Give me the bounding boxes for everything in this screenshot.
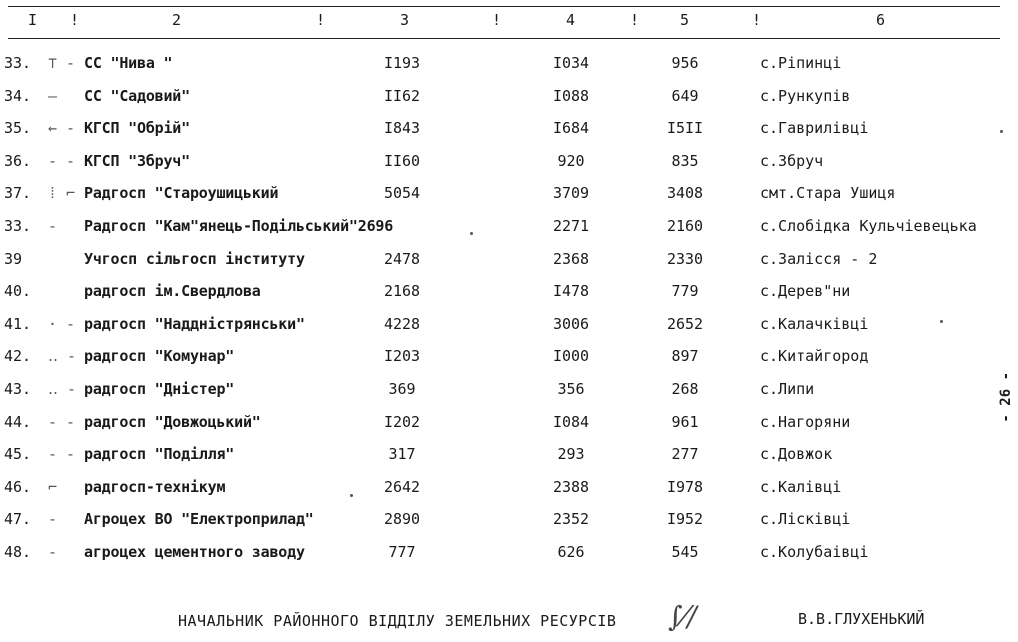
table-row [0, 150, 1018, 176]
row-col3: I202 [383, 412, 421, 431]
row-col3: 2890 [383, 510, 421, 529]
row-location: с.Нагоряни [760, 412, 851, 431]
row-dash-mark: - [48, 543, 58, 561]
table-row [0, 411, 1018, 437]
row-dash-mark: ‥ - [48, 347, 77, 366]
row-name: радгосп "Наддністрянськи" [84, 314, 305, 333]
row-location: с.Калачкiвцi [760, 314, 869, 333]
row-col4: 3006 [552, 314, 590, 333]
row-location: с.Рiпинцi [760, 54, 842, 72]
row-number: 48. [4, 543, 32, 561]
row-col3: 5054 [383, 184, 421, 203]
row-col3: I193 [383, 54, 421, 72]
row-col5: I952 [666, 510, 704, 529]
row-name: Радгосп "Кам"янець-Подiльський"2696 [84, 217, 394, 235]
table-row [0, 345, 1018, 371]
row-col4: 3709 [552, 184, 590, 203]
row-number: 43. [4, 380, 32, 398]
row-number: 45. [4, 445, 32, 464]
footer-signer: В.В.ГЛУХЕНЬКИЙ [798, 610, 925, 628]
row-col4: 2388 [552, 477, 590, 496]
row-location: с.Колубаiвцi [760, 543, 869, 561]
row-col4: 2271 [552, 217, 590, 235]
header-col-6: 6 [876, 11, 886, 29]
row-name: радгосп "Довжоцький" [84, 412, 261, 431]
row-name: СС "Садовий" [84, 86, 190, 105]
row-number: 35. [4, 119, 32, 138]
row-col5: 961 [671, 412, 699, 431]
row-name: Учгосп сiльгосп iнституту [84, 249, 305, 268]
row-number: 36. [4, 151, 32, 170]
row-number: 46. [4, 477, 32, 496]
row-col3: 317 [388, 445, 416, 464]
table-row [0, 182, 1018, 208]
table-row [0, 215, 1018, 241]
row-number: 42. [4, 347, 32, 366]
row-col3: II60 [383, 151, 421, 170]
row-name: СС "Нива " [84, 54, 173, 72]
row-dash-mark: ⊤ - [48, 54, 76, 72]
row-col3: 4228 [383, 314, 421, 333]
row-dash-mark: ⌐ [48, 477, 58, 496]
row-dash-mark: ‥ - [48, 380, 77, 398]
row-col4: 626 [557, 543, 585, 561]
row-col3: I843 [383, 119, 421, 138]
row-number: 34. [4, 86, 32, 105]
table-row [0, 280, 1018, 306]
row-col3: 2642 [383, 477, 421, 496]
row-number: 41. [4, 314, 32, 333]
row-dash-mark: - - [48, 445, 76, 464]
row-dash-mark: - [48, 217, 58, 235]
header-col-1: I [28, 11, 38, 29]
row-name: КГСП "Збруч" [84, 151, 190, 170]
signature-scribble: ∫⁄∕ [668, 600, 697, 633]
row-col4: I478 [552, 282, 590, 301]
row-name: радгосп-технiкум [84, 477, 226, 496]
page-number: - 26 - [998, 372, 1014, 423]
row-name: Агроцех ВО "Електроприлад" [84, 510, 314, 529]
row-number: 44. [4, 412, 32, 431]
row-col4: 2352 [552, 510, 590, 529]
row-location: с.Лiскiвцi [760, 510, 851, 529]
row-location: с.Гаврилiвцi [760, 119, 869, 138]
row-number: 37. [4, 184, 32, 203]
header-col-5: 5 [680, 11, 690, 29]
row-col3: I203 [383, 347, 421, 366]
row-col3: 2478 [383, 249, 421, 268]
row-col5: 545 [671, 543, 699, 561]
header-top-rule [8, 6, 1000, 7]
row-col5: 2652 [666, 314, 704, 333]
footer-title: НАЧАЛЬНИК РАЙОННОГО ВIДДIЛУ ЗЕМЕЛЬНИХ РЕСУРСIВ [178, 612, 617, 630]
row-col5: 649 [671, 86, 699, 105]
row-dash-mark: - [48, 510, 58, 529]
table-row [0, 52, 1018, 78]
table-row [0, 476, 1018, 502]
header-sep-3: ! [492, 11, 502, 29]
row-col3: 369 [388, 380, 416, 398]
row-col4: I088 [552, 86, 590, 105]
header-col-2: 2 [172, 11, 182, 29]
row-dash-mark: - - [48, 151, 76, 170]
table-row [0, 85, 1018, 111]
row-col5: 2160 [666, 217, 704, 235]
row-name: радгосп "Комунар" [84, 347, 235, 366]
row-location: с.Рункупiв [760, 86, 851, 105]
row-location: с.Липи [760, 380, 815, 398]
row-col4: I084 [552, 412, 590, 431]
row-col3: 777 [388, 543, 416, 561]
table-row [0, 443, 1018, 469]
header-sep-1: ! [70, 11, 80, 29]
row-col5: 268 [671, 380, 699, 398]
row-col5: I5II [666, 119, 704, 138]
row-name: агроцех цементного заводу [84, 543, 305, 561]
row-name: радгосп "Днiстер" [84, 380, 235, 398]
row-name: КГСП "Обрiй" [84, 119, 190, 138]
header-bottom-rule [8, 38, 1000, 39]
row-number: 33. [4, 54, 32, 72]
row-col5: 779 [671, 282, 699, 301]
header-sep-4: ! [630, 11, 640, 29]
header-col-3: 3 [400, 11, 410, 29]
row-location: с.Збруч [760, 151, 824, 170]
row-col4: I684 [552, 119, 590, 138]
row-col3: II62 [383, 86, 421, 105]
row-name: радгосп "Подiлля" [84, 445, 235, 464]
row-number: 47. [4, 510, 32, 529]
scan-noise [470, 232, 473, 235]
row-col5: I978 [666, 477, 704, 496]
header-sep-5: ! [752, 11, 762, 29]
row-location: с.Залiсся - 2 [760, 249, 878, 268]
row-col5: 2330 [666, 249, 704, 268]
row-dash-mark: ⁞ ⌐ [48, 184, 76, 203]
row-col4: 356 [557, 380, 585, 398]
table-row [0, 313, 1018, 339]
row-col5: 3408 [666, 184, 704, 203]
row-col5: 835 [671, 151, 699, 170]
row-col4: I000 [552, 347, 590, 366]
row-col5: 956 [671, 54, 699, 72]
table-row [0, 248, 1018, 274]
row-col5: 897 [671, 347, 699, 366]
header-sep-2: ! [316, 11, 326, 29]
scan-noise [940, 320, 943, 323]
row-dash-mark: - - [48, 412, 76, 431]
row-location: смт.Стара Ушиця [760, 184, 896, 203]
row-col4: 920 [557, 151, 585, 170]
row-col5: 277 [671, 445, 699, 464]
row-location: с.Довжок [760, 445, 833, 464]
row-number: 39 [4, 249, 23, 268]
row-number: 33. [4, 217, 32, 235]
row-location: с.Дерев"ни [760, 282, 851, 301]
table-row [0, 541, 1018, 567]
row-number: 40. [4, 282, 32, 301]
row-location: с.Слобiдка Кульчiевецька [760, 217, 977, 235]
row-dash-mark: · - [48, 314, 76, 333]
row-name: Радгосп "Староушицький [84, 184, 279, 203]
row-col4: I034 [552, 54, 590, 72]
table-row [0, 378, 1018, 404]
row-col3: 2168 [383, 282, 421, 301]
scan-noise [350, 494, 353, 497]
row-col4: 293 [557, 445, 585, 464]
header-col-4: 4 [566, 11, 576, 29]
scan-noise [1000, 130, 1003, 133]
row-dash-mark: ← - [48, 119, 76, 138]
table-row [0, 508, 1018, 534]
table-row [0, 117, 1018, 143]
row-col4: 2368 [552, 249, 590, 268]
table-header [0, 11, 1018, 33]
row-dash-mark: — [48, 86, 58, 105]
row-location: с.Калiвцi [760, 477, 842, 496]
row-name: радгосп iм.Свердлова [84, 282, 261, 301]
row-location: с.Китайгород [760, 347, 869, 366]
